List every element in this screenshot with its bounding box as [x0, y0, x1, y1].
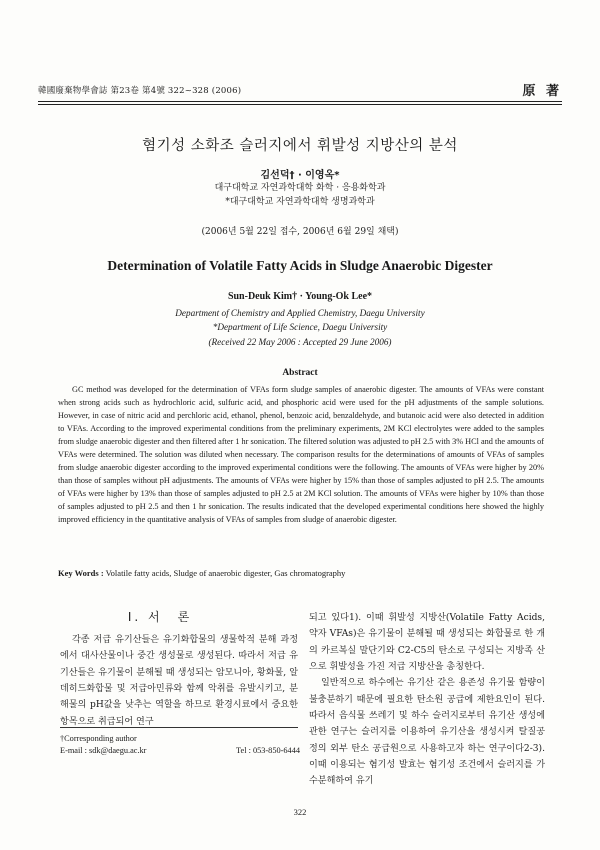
received-accepted-dates: (Received 22 May 2006 : Accepted 29 June 2006) [208, 337, 392, 347]
dates-korean: (2006년 5월 22일 접수, 2006년 6월 29일 채택) [201, 227, 399, 237]
abstract-body: GC method was developed for the determination of VFAs form sludge samples of anaerobic digester. The amounts of VFAs were constant when strong acids such as hydrochloric acid, sulfuric acid, and phosphoric acid were used for the pH adjustments of the sample solutions. However, in case of nitric acid and perchloric acid, ethanol, phenol, benzoic acid, benzaldehyde, and butanoic acid were also detected in addition to VFAs. According to the improved experimental conditions from the preliminary experiments, 2M KCl electrolytes were added to the samples from sludge anaerobic digester and then filtered after 1 hr sonication. The filtered solution was adjusted to pH 2.5 with 3% HCl and the amounts of VFAs were determined. The solution was diluted when necessary. The comparison results for the determinations of amounts of VFAs of samples from sludge anaerobic digester according to the improved experimental conditions were the following. The amounts of VFAs were higher by 20% than those of samples without pH adjustments. The amounts of VFAs were higher by 15% than those of samples adjusted to pH 2.5. The amounts of VFAs were higher by 13% than those of samples adjusted to pH 2.5 at 2M KCl solution. The amounts of VFAs were higher by 10% than those of samples adjusted to pH 2.5 and then 1 hr sonication. The results indicated that the developed experimental conditions here showed the highly improved efficiency in the quantitative analysis of VFAs of samples from sludge of anaerobic digester. [58, 385, 544, 524]
page-number: 322 [293, 807, 307, 817]
footnote-corresponding: †Corresponding author [60, 734, 137, 743]
affiliation-korean-1: 대구대학교 자연과학대학 화학 · 응용화학과 [214, 183, 386, 193]
footnote-tel: Tel : 053-850-6444 [236, 746, 300, 755]
introduction-paragraph-2: 일반적으로 하수에는 유기산 같은 용존성 유기물 함량이 불충분하기 때문에 필요한 탄소원 공급에 제한요인이 된다. 따라서 음식물 쓰레기 및 하수 슬러지로부터 유기산 생성에 관한 연구는 슬러지를 이용하여 유기산을 생성시켜 탈질공정의 외부 탄소 공급원으로 사용하고자 하는 연구이다2-3). 이때 이용되는 혐기성 발효는 혐기성 조건에서 슬러지를 가수분해하여 유기 [309, 678, 545, 787]
section-heading-introduction: I. 서 론 [127, 610, 193, 624]
footnote-rule [60, 727, 298, 728]
introduction-right-column [309, 610, 545, 790]
footnote-email: E-mail : sdk@daegu.ac.kr [60, 746, 147, 755]
authors-english: Sun-Deuk Kim† · Young-Ok Lee* [227, 291, 373, 302]
affiliation-korean-2: *대구대학교 자연과학대학 생명과학과 [225, 197, 375, 207]
journal-reference: 韓國廢棄物學會誌 第23卷 第4號 322~328 (2006) [38, 86, 242, 96]
header-rule-bottom [38, 104, 562, 105]
title-korean: 혐기성 소화조 슬러지에서 휘발성 지방산의 분석 [142, 138, 458, 154]
footnote [60, 733, 300, 757]
keywords [58, 568, 544, 578]
title-english: Determination of Volatile Fatty Acids in Sludge Anaerobic Digester [107, 258, 493, 273]
introduction-left-column: 각종 저급 유기산들은 유기화합물의 생물학적 분해 과정에서 대사산물이나 중간 생성물로 생성된다. 따라서 저급 유기산들은 유기물이 분해될 때 생성되는 암모니아, 황화물, 알데히드화합물 및 저급아민류와 함께 악취를 유발시키고, 분해물의 pH값을 낮추는 역할을 하므로 환경시료에서 중요한 항목으로 취급되어 연구 [60, 635, 298, 727]
affiliation-english-2: *Department of Life Science, Daegu University [212, 322, 388, 332]
header-rule-top [38, 101, 562, 102]
introduction-paragraph-1: 되고 있다1). 이때 휘발성 지방산(Volatile Fatty Acids, 약자 VFAs)은 유기물이 분해될 때 생성되는 화합물로 한 개의 카르복실 말단기와 C2-C5의 탄소로 구성되는 지방족 산으로 휘발성을 가진 저급 지방산을 총칭한다. [309, 613, 545, 673]
abstract-heading: Abstract [282, 368, 318, 378]
keywords-list: Volatile fatty acids, Sludge of anaerobic digester, Gas chromatography [105, 568, 346, 578]
keywords-label: Key Words : [58, 568, 104, 578]
authors-korean: 김선덕† · 이영옥* [260, 170, 340, 181]
article-type-label: 原 著 [522, 84, 562, 99]
running-header [38, 80, 562, 100]
affiliation-english-1: Department of Chemistry and Applied Chemistry, Daegu University [175, 308, 425, 318]
